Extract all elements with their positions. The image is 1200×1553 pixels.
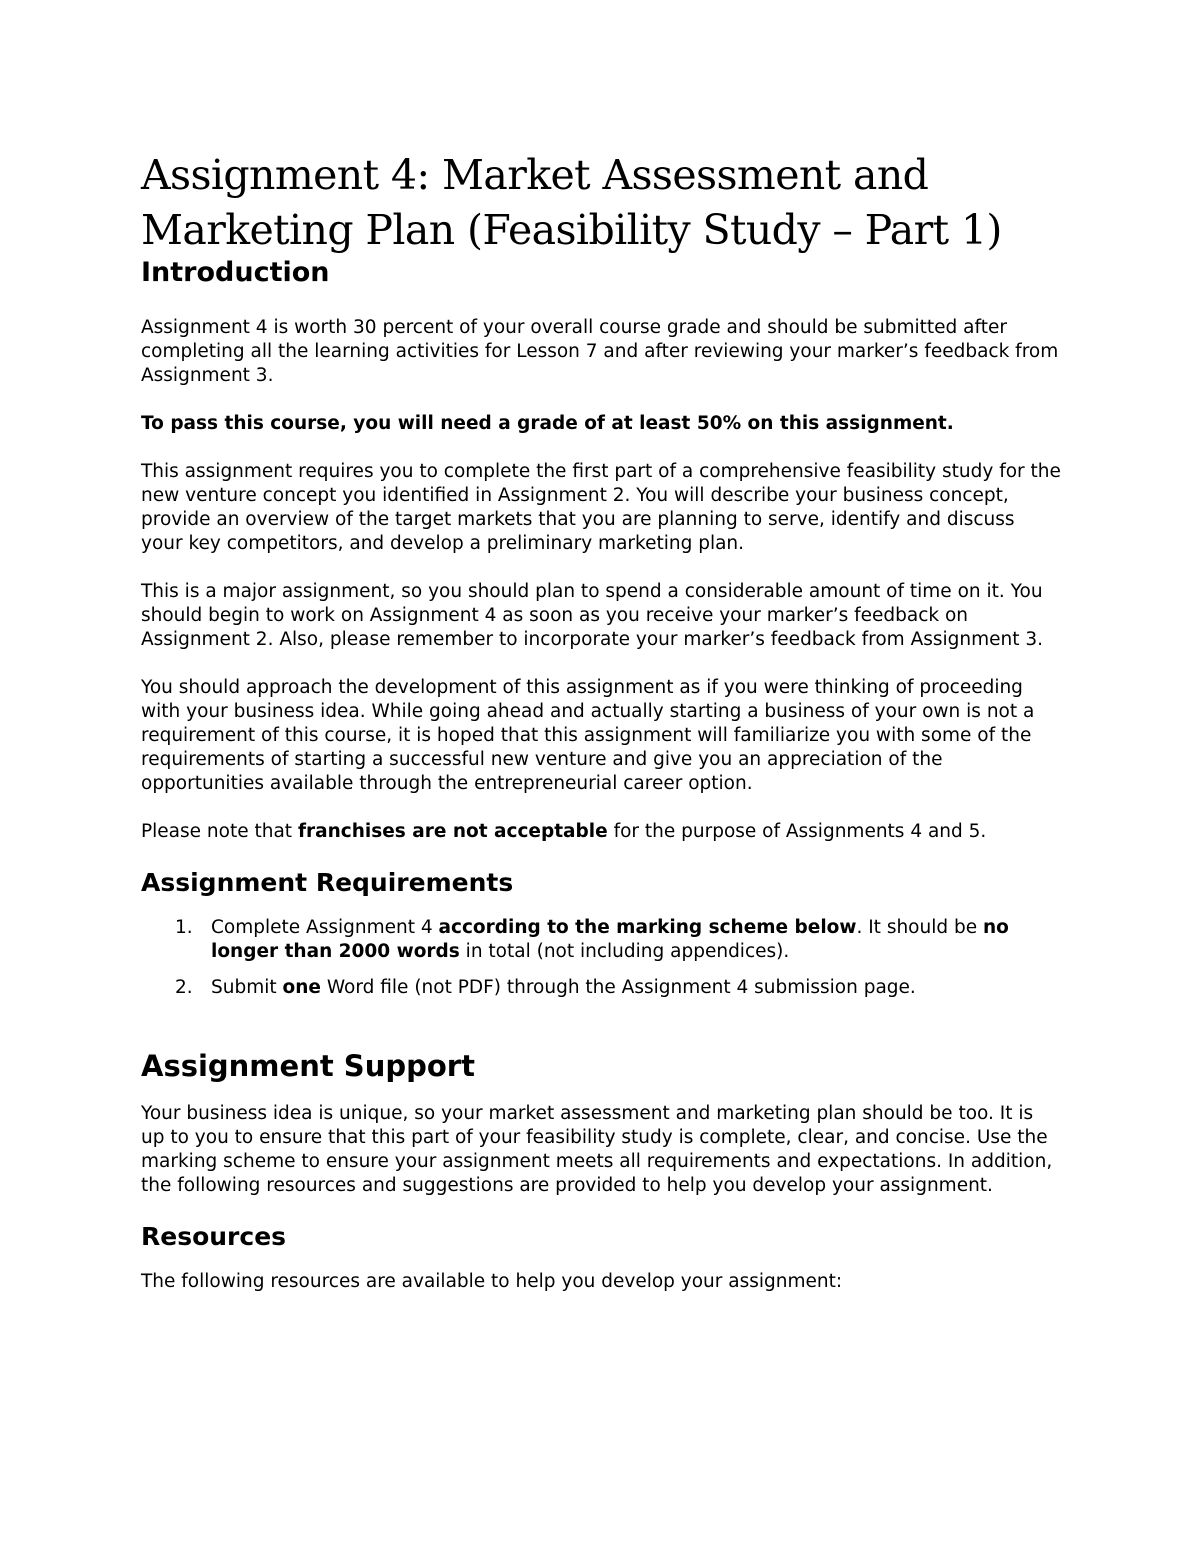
document-title <box>141 148 1061 258</box>
requirements-list <box>141 916 1061 1000</box>
franchise-note-paragraph <box>141 820 1061 844</box>
requirement-1-post: in total (not including appendices). <box>459 941 790 962</box>
intro-paragraph-1: Assignment 4 is worth 30 percent of your overall course grade and should be submitted after completing all the learning activities for Lesson 7 and after reviewing your marker’s feedback from Assignment 3. <box>141 317 1059 386</box>
intro-paragraph-3: This assignment requires you to complete the first part of a comprehensive feasibility study for the new venture concept you identified in Assignment 2. You will describe your business concept, provide an overview of the target markets that you are planning to serve, identify and discuss your key competitors, and develop a preliminary marketing plan. <box>141 461 1061 554</box>
requirements-heading: Assignment Requirements <box>141 868 514 897</box>
resources-paragraph: The following resources are available to help you develop your assignment: <box>141 1271 843 1292</box>
intro-paragraph-4: This is a major assignment, so you should plan to spend a considerable amount of time on it. You should begin to work on Assignment 4 as soon as you receive your marker’s feedback on Assignment 2. Also, please remember to incorporate your marker’s feedback from Assignment 3. <box>141 581 1044 650</box>
document-page <box>141 148 1061 1294</box>
franchise-note-pre: Please note that <box>141 821 298 842</box>
pass-requirement-text: To pass this course, you will need a grade of at least 50% on this assignment. <box>141 413 954 434</box>
title-line-2: Marketing Plan (Feasibility Study – Part 1) <box>141 206 1002 254</box>
support-paragraph: Your business idea is unique, so your market assessment and marketing plan should be too. It is up to you to ensure that this part of your feasibility study is complete, clear, and concise. Use the marking scheme to ensure your assignment meets all requirements and expectations. In addition, the following resources and suggestions are provided to help you develop your assignment. <box>141 1103 1053 1196</box>
title-line-1: Assignment 4: Market Assessment and <box>141 151 929 199</box>
requirement-1-pre: Complete Assignment 4 <box>211 917 439 938</box>
requirement-1-mid: . It should be <box>856 917 983 938</box>
list-number: 2. <box>175 977 193 998</box>
requirement-2-pre: Submit <box>211 977 283 998</box>
introduction-heading: Introduction <box>141 257 330 288</box>
requirement-item-2 <box>141 976 1061 1000</box>
support-heading: Assignment Support <box>141 1049 475 1083</box>
requirement-1-bold-1: according to the marking scheme below <box>438 917 857 938</box>
pass-requirement-paragraph <box>141 412 1061 436</box>
franchise-note-post: for the purpose of Assignments 4 and 5. <box>607 821 987 842</box>
requirement-2-post: Word file (not PDF) through the Assignment 4 submission page. <box>320 977 916 998</box>
intro-paragraph-5: You should approach the development of this assignment as if you were thinking of proceeding with your business idea. While going ahead and actually starting a business of your own is not a requirement of this course, it is hoped that this assignment will familiarize you with some of the requirements of starting a successful new venture and give you an appreciation of the opportunities available through the entrepreneurial career option. <box>141 677 1035 794</box>
requirement-1-bold-2: no longer than 2000 words <box>211 917 1009 962</box>
requirement-item-1 <box>141 916 1061 964</box>
resources-heading: Resources <box>141 1222 287 1251</box>
list-number: 1. <box>175 917 193 938</box>
requirement-2-bold: one <box>282 977 321 998</box>
franchise-note-bold: franchises are not acceptable <box>297 821 608 842</box>
